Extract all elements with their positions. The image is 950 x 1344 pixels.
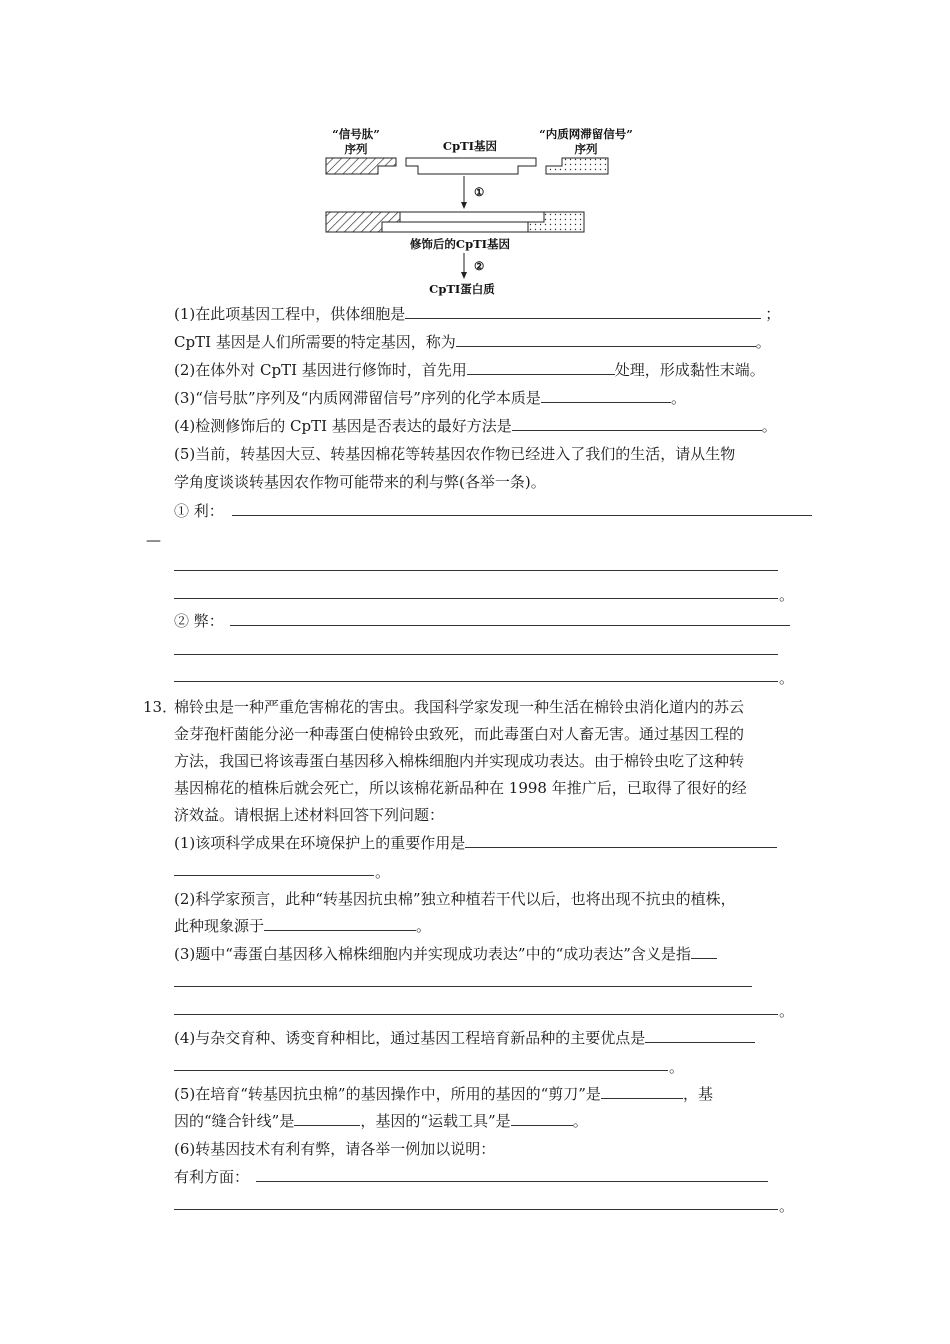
er-retention-label-line1: “内质网滞留信号” <box>539 127 633 141</box>
q13-needle-thread-blank[interactable] <box>294 1111 360 1126</box>
q12-part1a: (1)在此项基因工程中，供体细胞是 ； <box>174 305 781 323</box>
q13-intro-line1: 棉铃虫是一种严重危害棉花的害虫。我国科学家发现一种生活在棉铃虫消化道内的苏云 <box>174 698 745 716</box>
q13-sub3-blank[interactable] <box>691 944 717 959</box>
step1-marker: ① <box>474 185 485 199</box>
signal-peptide-fragment <box>326 158 396 174</box>
q13-sub2-line2: 此种现象源于 。 <box>174 917 432 935</box>
q13-sub4-period: 。 <box>669 1058 685 1076</box>
q13-sub6-benefit-line[interactable] <box>256 1181 768 1182</box>
q13-sub1-line-2[interactable] <box>174 875 374 876</box>
q13-sub5-line2: 因的“缝合针线”是 ，基因的“运载工具”是 。 <box>174 1112 588 1130</box>
q13-sub4-blank[interactable] <box>645 1028 755 1043</box>
q13-sub3-line-3[interactable] <box>174 1014 778 1015</box>
q12-chemical-nature-blank[interactable] <box>541 388 671 403</box>
q13-sub3-period: 。 <box>779 1002 795 1020</box>
q13-sub1-period: 。 <box>375 863 391 881</box>
q12-part4: (4)检测修饰后的 CpTI 基因是否表达的最好方法是 。 <box>174 417 777 435</box>
q13-sub3-line-2[interactable] <box>174 986 752 987</box>
cpti-gene-label: CpTI基因 <box>442 139 498 153</box>
q12-benefit-period: 。 <box>779 586 795 604</box>
q13-number: 13． <box>143 698 178 716</box>
q13-sub1: (1)该项科学成果在环境保护上的重要作用是 <box>174 833 777 853</box>
q12-harm-label: ② 弊： <box>174 612 224 630</box>
q12-detection-method-blank[interactable] <box>512 416 762 431</box>
q13-scissors-blank[interactable] <box>601 1084 683 1099</box>
q12-harm-line-3[interactable] <box>174 681 778 682</box>
q13-intro-line3: 方法，我国已将该毒蛋白基因移入棉株细胞内并实现成功表达。由于棉铃虫吃了这种转 <box>174 752 745 770</box>
q13-vector-blank[interactable] <box>511 1111 573 1126</box>
q13-sub2-line1: (2)科学家预言，此种“转基因抗虫棉”独立种植若干代以后，也将出现不抗虫的植株， <box>174 890 736 908</box>
q12-benefit-line[interactable] <box>232 515 812 516</box>
q12-donor-cell-blank[interactable] <box>405 304 761 319</box>
q13-sub6-benefit-label: 有利方面： <box>174 1168 250 1186</box>
cpti-protein-label: CpTI蛋白质 <box>429 282 495 296</box>
step2-marker: ② <box>474 259 485 273</box>
q12-benefit-label: ① 利： <box>174 502 224 520</box>
q12-part5-line2: 学角度谈谈转基因农作物可能带来的利与弊(各举一条)。 <box>174 473 546 491</box>
er-retention-label-line2: 序列 <box>574 142 598 156</box>
q12-harm-period: 。 <box>779 669 795 687</box>
gene-modification-diagram <box>318 122 648 298</box>
q13-intro-line2: 金芽孢杆菌能分泌一种毒蛋白使棉铃虫致死，而此毒蛋白对人畜无害。通过基因工程的 <box>174 725 745 743</box>
modified-gene-label: 修饰后的CpTI基因 <box>409 237 511 251</box>
q13-sub4-line-2[interactable] <box>174 1070 668 1071</box>
q12-part3: (3)“信号肽”序列及“内质网滞留信号”序列的化学本质是 。 <box>174 389 686 407</box>
q13-sub6: (6)转基因技术有利有弊，请各举一例加以说明： <box>174 1140 496 1158</box>
signal-peptide-label-line2: 序列 <box>344 142 368 156</box>
q13-intro-line4: 基因棉花的植株后就会死亡，所以该棉花新品种在 1998 年推广后，已取得了很好的经 <box>174 779 747 797</box>
q13-sub5-line1: (5)在培育“转基因抗虫棉”的基因操作中，所用的基因的“剪刀”是 ，基 <box>174 1085 713 1103</box>
cpti-gene-fragment <box>406 158 536 174</box>
q12-benefit-line-3[interactable] <box>174 598 778 599</box>
q13-sub4: (4)与杂交育种、诱变育种相比，通过基因工程培育新品种的主要优点是 <box>174 1028 755 1048</box>
q12-overflow-dash: — <box>146 531 161 549</box>
q13-sub1-blank[interactable] <box>465 833 777 848</box>
signal-peptide-label-line1: “信号肽” <box>332 127 380 141</box>
q12-target-gene-blank[interactable] <box>456 332 756 347</box>
q12-part5-line1: (5)当前，转基因大豆、转基因棉花等转基因农作物已经进入了我们的生活，请从生物 <box>174 445 736 463</box>
q12-enzyme-blank[interactable] <box>467 360 615 375</box>
q12-harm-line-2[interactable] <box>174 654 778 655</box>
q12-harm-line[interactable] <box>230 625 790 626</box>
q12-part1b: CpTI 基因是人们所需要的特定基因，称为 。 <box>174 333 771 351</box>
q12-part2: (2)在体外对 CpTI 基因进行修饰时，首先用 处理，形成黏性末端。 <box>174 361 765 379</box>
q13-sub6-period: 。 <box>779 1197 795 1215</box>
q13-sub2-blank[interactable] <box>264 916 416 931</box>
q13-intro-line5: 济效益。请根据上述材料回答下列问题： <box>174 806 445 824</box>
q13-sub3: (3)题中“毒蛋白基因移入棉株细胞内并实现成功表达”中的“成功表达”含义是指 <box>174 944 717 964</box>
q13-sub6-benefit-line-2[interactable] <box>174 1209 778 1210</box>
er-signal-fragment <box>546 158 608 174</box>
q12-benefit-line-2[interactable] <box>174 570 778 571</box>
